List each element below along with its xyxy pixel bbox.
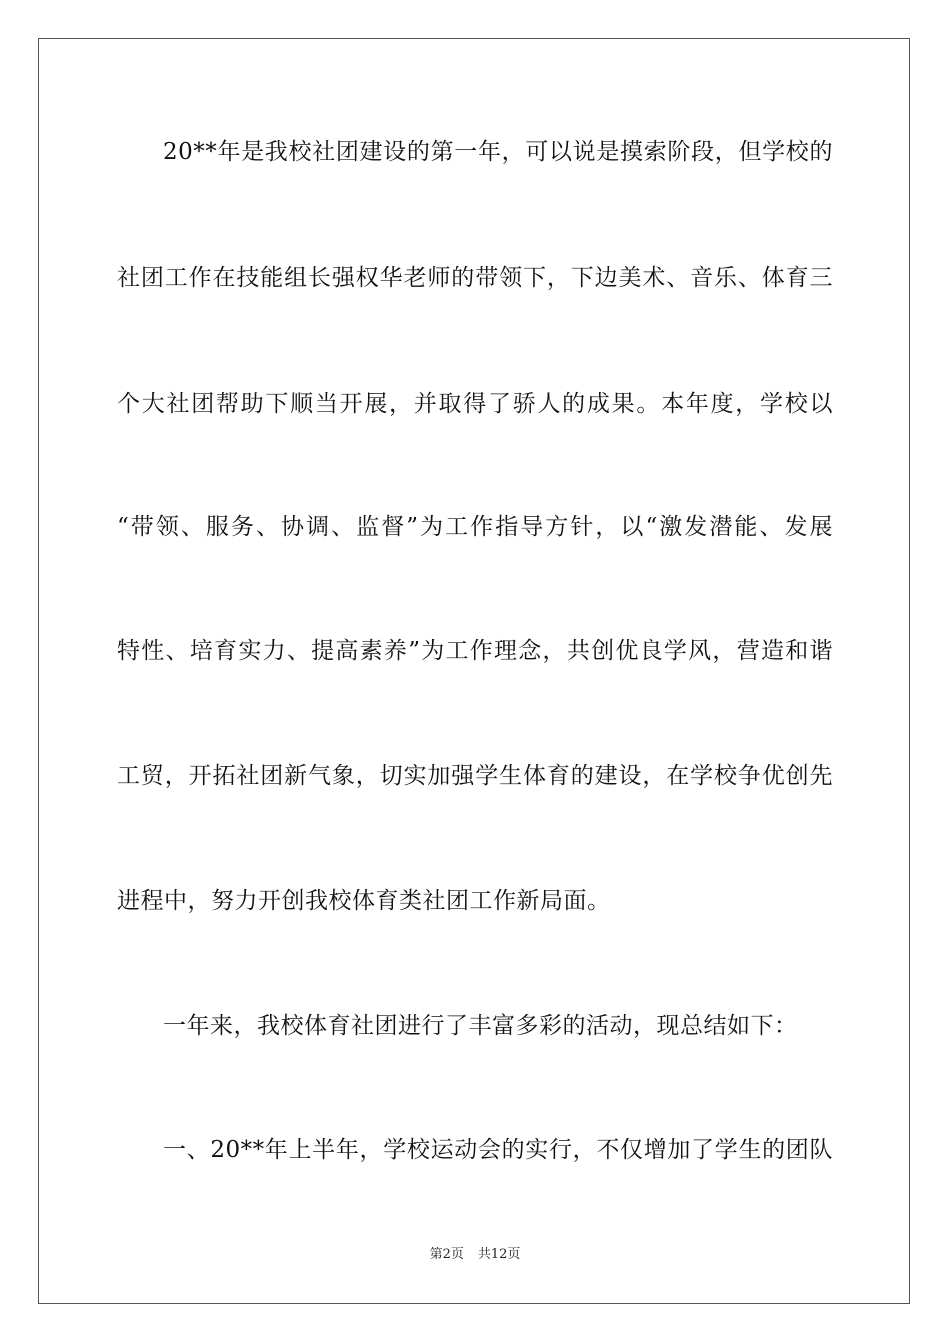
page-border	[38, 38, 910, 1304]
paragraph-line: 20**年是我校社团建设的第一年，可以说是摸索阶段，但学校的	[163, 139, 833, 165]
paragraph-line: 进程中，努力开创我校体育类社团工作新局面。	[117, 888, 611, 914]
paragraph-line: 社团工作在技能组长强权华老师的带领下，下边美术、音乐、体育三	[117, 265, 833, 291]
paragraph-line: 一、20**年上半年，学校运动会的实行，不仅增加了学生的团队	[163, 1137, 833, 1163]
paragraph-line: 一年来，我校体育社团进行了丰富多彩的活动，现总结如下：	[163, 1013, 798, 1039]
paragraph-line: “带领、服务、协调、监督”为工作指导方针，以“激发潜能、发展	[117, 514, 833, 540]
page-number: 第2页	[429, 1247, 464, 1262]
page-total: 共12页	[477, 1247, 521, 1262]
paragraph-line: 个大社团帮助下顺当开展，并取得了骄人的成果。本年度，学校以	[117, 391, 833, 417]
paragraph-line: 特性、培育实力、提高素养”为工作理念，共创优良学风，营造和谐	[117, 638, 833, 664]
paragraph-line: 工贸，开拓社团新气象，切实加强学生体育的建设，在学校争优创先	[117, 763, 833, 789]
page-footer	[0, 1247, 950, 1263]
